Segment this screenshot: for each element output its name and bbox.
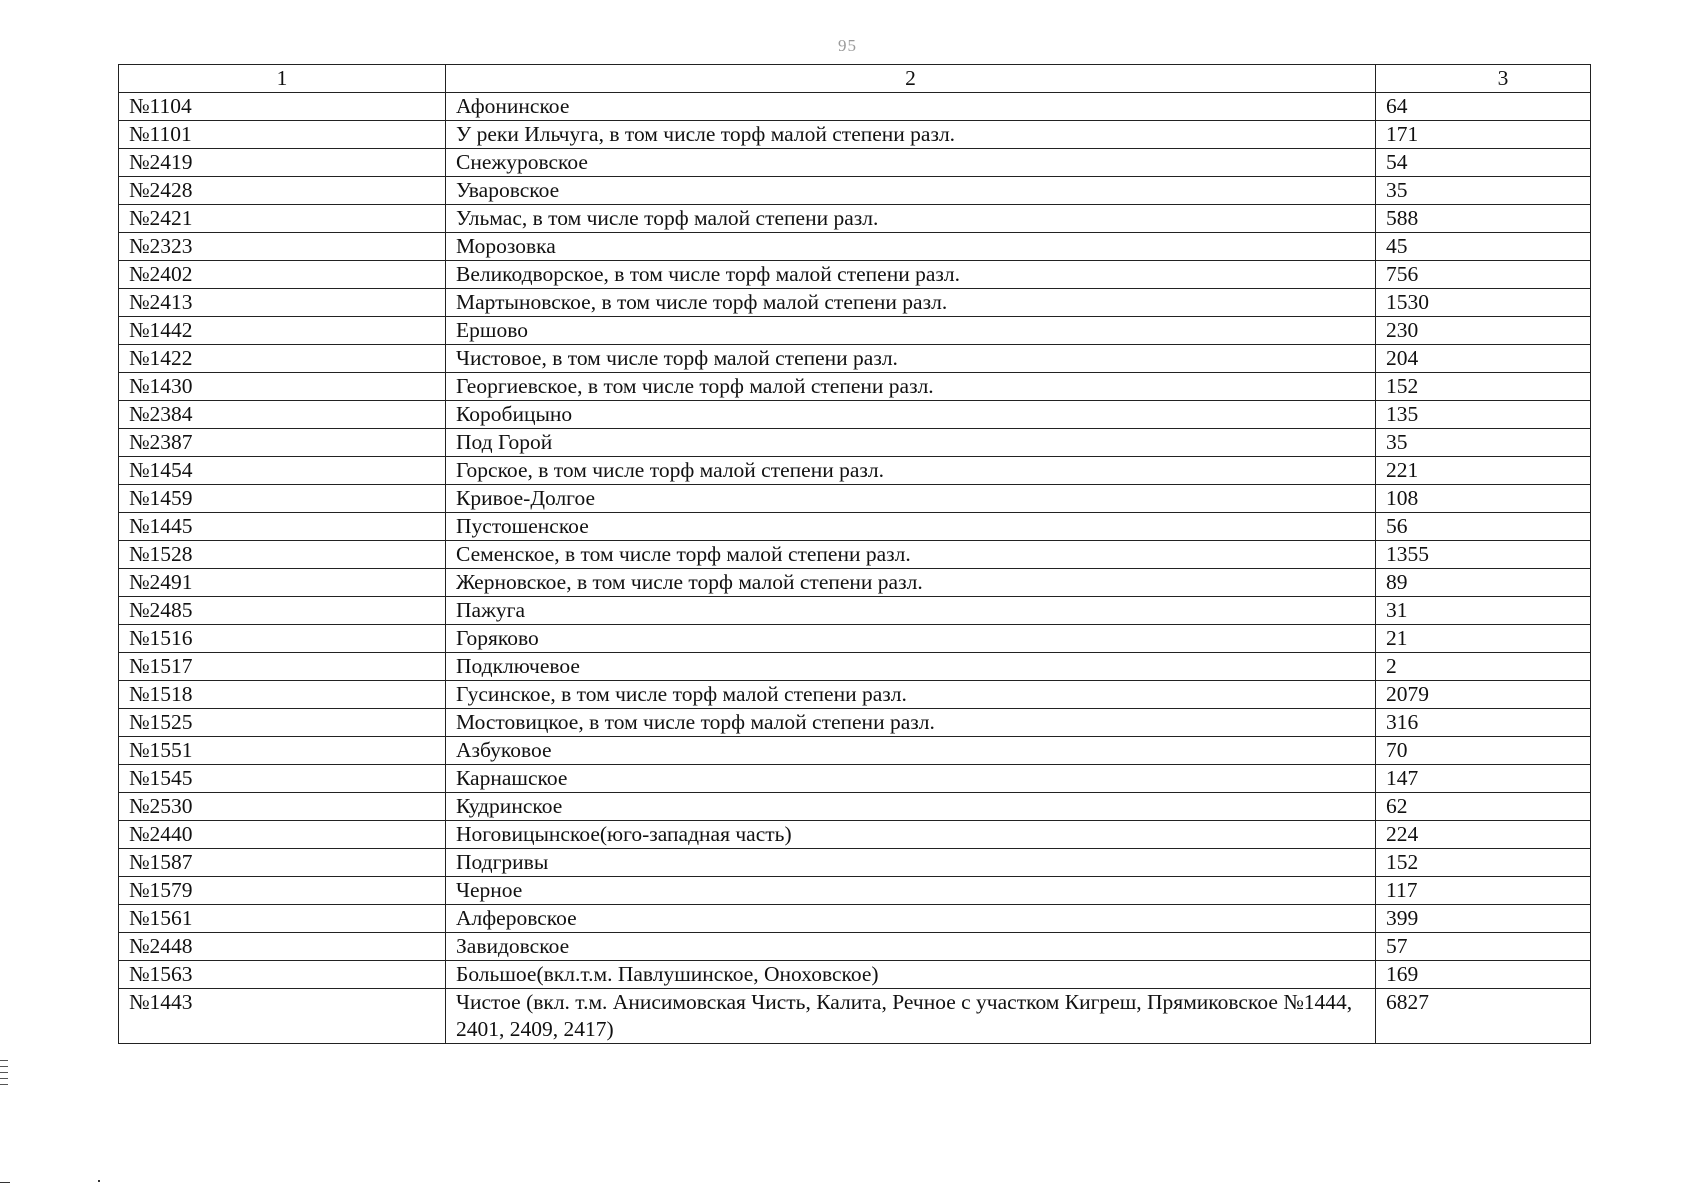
table-row xyxy=(119,653,1591,681)
table-row xyxy=(119,177,1591,205)
table-row xyxy=(119,317,1591,345)
deposit-value-cell: 57 xyxy=(1376,933,1591,961)
document-table-container xyxy=(118,64,1590,1044)
table-row xyxy=(119,485,1591,513)
deposit-value-cell: 6827 xyxy=(1376,989,1591,1044)
deposit-value-cell: 169 xyxy=(1376,961,1591,989)
deposit-name-cell: Завидовское xyxy=(446,933,1376,961)
column-header-3: 3 xyxy=(1376,65,1591,93)
deposit-name-cell: Ноговицынское(юго-западная часть) xyxy=(446,821,1376,849)
deposit-name-cell: Великодворское, в том числе торф малой степени разл. xyxy=(446,261,1376,289)
deposit-value-cell: 204 xyxy=(1376,345,1591,373)
deposit-value-cell: 221 xyxy=(1376,457,1591,485)
deposit-name-cell: Горяково xyxy=(446,625,1376,653)
deposit-id-cell: №1517 xyxy=(119,653,446,681)
deposit-name-cell: Карнашское xyxy=(446,765,1376,793)
deposit-id-cell: №2440 xyxy=(119,821,446,849)
table-row xyxy=(119,793,1591,821)
column-header-2: 2 xyxy=(446,65,1376,93)
deposit-value-cell: 45 xyxy=(1376,233,1591,261)
deposit-id-cell: №1551 xyxy=(119,737,446,765)
table-row xyxy=(119,233,1591,261)
deposit-name-cell: Коробицыно xyxy=(446,401,1376,429)
table-row xyxy=(119,933,1591,961)
deposit-name-cell: Чистовое, в том числе торф малой степени разл. xyxy=(446,345,1376,373)
deposit-name-cell: Под Горой xyxy=(446,429,1376,457)
deposit-value-cell: 756 xyxy=(1376,261,1591,289)
deposit-value-cell: 588 xyxy=(1376,205,1591,233)
deposit-id-cell: №2419 xyxy=(119,149,446,177)
deposit-id-cell: №1430 xyxy=(119,373,446,401)
table-row xyxy=(119,261,1591,289)
deposit-value-cell: 35 xyxy=(1376,429,1591,457)
deposit-value-cell: 89 xyxy=(1376,569,1591,597)
deposit-name-cell: Кривое-Долгое xyxy=(446,485,1376,513)
deposit-id-cell: №1525 xyxy=(119,709,446,737)
deposit-name-cell: Жерновское, в том числе торф малой степени разл. xyxy=(446,569,1376,597)
deposit-name-cell: Ульмас, в том числе торф малой степени разл. xyxy=(446,205,1376,233)
deposit-id-cell: №1579 xyxy=(119,877,446,905)
deposit-id-cell: №1442 xyxy=(119,317,446,345)
table-row xyxy=(119,989,1591,1044)
deposit-name-cell: Горское, в том числе торф малой степени разл. xyxy=(446,457,1376,485)
table-row xyxy=(119,149,1591,177)
table-header-row xyxy=(119,65,1591,93)
table-row xyxy=(119,597,1591,625)
table-row xyxy=(119,121,1591,149)
deposit-name-cell: Мостовицкое, в том числе торф малой степени разл. xyxy=(446,709,1376,737)
deposit-id-cell: №2413 xyxy=(119,289,446,317)
table-row xyxy=(119,569,1591,597)
deposit-name-cell: Мартыновское, в том числе торф малой степени разл. xyxy=(446,289,1376,317)
deposit-name-cell: Снежуровское xyxy=(446,149,1376,177)
deposit-value-cell: 64 xyxy=(1376,93,1591,121)
deposit-value-cell: 35 xyxy=(1376,177,1591,205)
table-row xyxy=(119,289,1591,317)
deposit-id-cell: №2448 xyxy=(119,933,446,961)
peat-deposits-table xyxy=(118,64,1591,1044)
table-row xyxy=(119,513,1591,541)
deposit-id-cell: №1587 xyxy=(119,849,446,877)
deposit-name-cell: У реки Ильчуга, в том числе торф малой степени разл. xyxy=(446,121,1376,149)
table-row xyxy=(119,429,1591,457)
deposit-value-cell: 1355 xyxy=(1376,541,1591,569)
table-row xyxy=(119,681,1591,709)
table-row xyxy=(119,93,1591,121)
table-row xyxy=(119,709,1591,737)
table-row xyxy=(119,737,1591,765)
deposit-id-cell: №2491 xyxy=(119,569,446,597)
deposit-value-cell: 62 xyxy=(1376,793,1591,821)
deposit-name-cell: Морозовка xyxy=(446,233,1376,261)
deposit-name-cell: Уваровское xyxy=(446,177,1376,205)
deposit-value-cell: 2079 xyxy=(1376,681,1591,709)
deposit-name-cell: Подключевое xyxy=(446,653,1376,681)
table-row xyxy=(119,961,1591,989)
margin-binding-marks xyxy=(0,1060,8,1090)
deposit-value-cell: 316 xyxy=(1376,709,1591,737)
deposit-name-cell: Большое(вкл.т.м. Павлушинское, Оноховское) xyxy=(446,961,1376,989)
table-row xyxy=(119,849,1591,877)
deposit-id-cell: №1104 xyxy=(119,93,446,121)
deposit-id-cell: №1563 xyxy=(119,961,446,989)
table-row xyxy=(119,765,1591,793)
deposit-id-cell: №1528 xyxy=(119,541,446,569)
deposit-value-cell: 108 xyxy=(1376,485,1591,513)
deposit-id-cell: №1518 xyxy=(119,681,446,709)
deposit-name-cell: Гусинское, в том числе торф малой степени разл. xyxy=(446,681,1376,709)
page-number: 95 xyxy=(838,36,857,55)
deposit-name-cell: Ершово xyxy=(446,317,1376,345)
deposit-name-cell: Чистое (вкл. т.м. Анисимовская Чисть, Калита, Речное с участком Кигреш, Прямиковское №1444, 2401, 2409, 2417) xyxy=(446,989,1376,1044)
deposit-value-cell: 54 xyxy=(1376,149,1591,177)
table-row xyxy=(119,401,1591,429)
deposit-value-cell: 70 xyxy=(1376,737,1591,765)
deposit-value-cell: 152 xyxy=(1376,849,1591,877)
deposit-id-cell: №2323 xyxy=(119,233,446,261)
deposit-id-cell: №2428 xyxy=(119,177,446,205)
deposit-value-cell: 147 xyxy=(1376,765,1591,793)
deposit-name-cell: Пустошенское xyxy=(446,513,1376,541)
deposit-id-cell: №2402 xyxy=(119,261,446,289)
deposit-id-cell: №1516 xyxy=(119,625,446,653)
deposit-value-cell: 152 xyxy=(1376,373,1591,401)
deposit-name-cell: Афонинское xyxy=(446,93,1376,121)
deposit-value-cell: 56 xyxy=(1376,513,1591,541)
table-row xyxy=(119,373,1591,401)
deposit-value-cell: 224 xyxy=(1376,821,1591,849)
deposit-value-cell: 1530 xyxy=(1376,289,1591,317)
deposit-value-cell: 21 xyxy=(1376,625,1591,653)
table-row xyxy=(119,877,1591,905)
deposit-id-cell: №1561 xyxy=(119,905,446,933)
deposit-id-cell: №2485 xyxy=(119,597,446,625)
deposit-name-cell: Черное xyxy=(446,877,1376,905)
deposit-id-cell: №2387 xyxy=(119,429,446,457)
deposit-name-cell: Георгиевское, в том числе торф малой степени разл. xyxy=(446,373,1376,401)
margin-dot xyxy=(98,1180,100,1182)
deposit-id-cell: №1545 xyxy=(119,765,446,793)
margin-dash xyxy=(0,1182,10,1183)
deposit-value-cell: 171 xyxy=(1376,121,1591,149)
deposit-id-cell: №1454 xyxy=(119,457,446,485)
deposit-id-cell: №2384 xyxy=(119,401,446,429)
deposit-value-cell: 2 xyxy=(1376,653,1591,681)
deposit-value-cell: 230 xyxy=(1376,317,1591,345)
deposit-value-cell: 399 xyxy=(1376,905,1591,933)
table-row xyxy=(119,345,1591,373)
table-row xyxy=(119,457,1591,485)
deposit-id-cell: №1443 xyxy=(119,989,446,1044)
deposit-name-cell: Подгривы xyxy=(446,849,1376,877)
table-row xyxy=(119,821,1591,849)
deposit-value-cell: 135 xyxy=(1376,401,1591,429)
deposit-id-cell: №1459 xyxy=(119,485,446,513)
deposit-name-cell: Кудринское xyxy=(446,793,1376,821)
table-row xyxy=(119,625,1591,653)
table-body xyxy=(119,93,1591,1044)
table-row xyxy=(119,905,1591,933)
deposit-id-cell: №1422 xyxy=(119,345,446,373)
deposit-id-cell: №2530 xyxy=(119,793,446,821)
column-header-1: 1 xyxy=(119,65,446,93)
deposit-name-cell: Азбуковое xyxy=(446,737,1376,765)
deposit-id-cell: №2421 xyxy=(119,205,446,233)
table-row xyxy=(119,541,1591,569)
table-row xyxy=(119,205,1591,233)
deposit-name-cell: Пажуга xyxy=(446,597,1376,625)
deposit-name-cell: Семенское, в том числе торф малой степени разл. xyxy=(446,541,1376,569)
deposit-id-cell: №1101 xyxy=(119,121,446,149)
deposit-name-cell: Алферовское xyxy=(446,905,1376,933)
deposit-id-cell: №1445 xyxy=(119,513,446,541)
deposit-value-cell: 117 xyxy=(1376,877,1591,905)
deposit-value-cell: 31 xyxy=(1376,597,1591,625)
